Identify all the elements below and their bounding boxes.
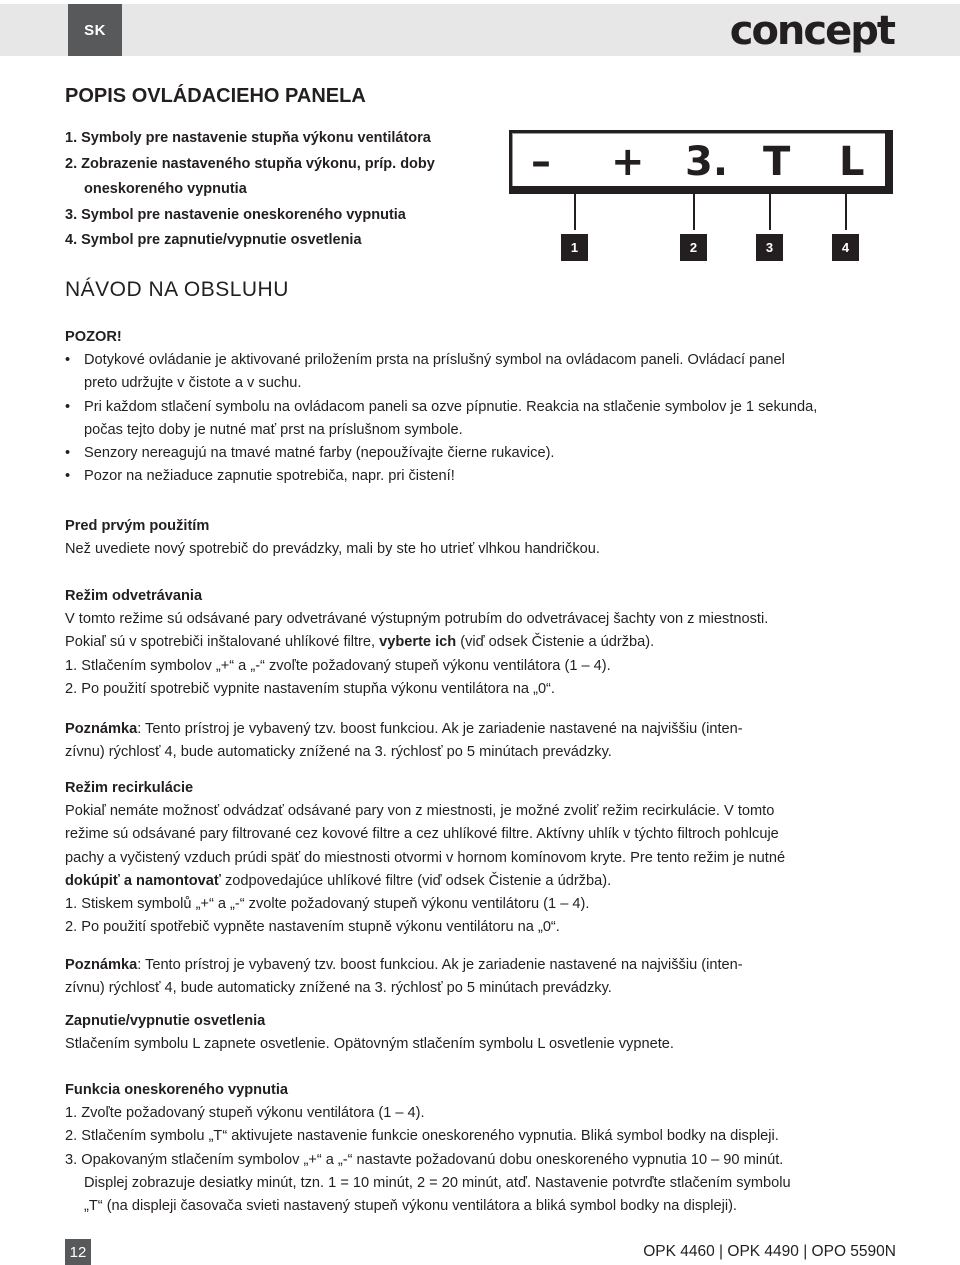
list-item: 2. Zobrazenie nastaveného stupňa výkonu, príp. doby oneskoreného vypnutia — [65, 155, 435, 197]
venting-line: Pokiaľ sú v spotrebiči inštalované uhlíkové filtre, vyberte ich (viď odsek Čistenie a údržba). — [65, 634, 655, 651]
timer-step: 3. Opakovaným stlačením symbolov „+“ a „-“ nastavte požadovanú dobu oneskoreného vypnutia 10 – 90 minút. — [65, 1151, 784, 1168]
timer-step: 2. Stlačením symbolu „T“ aktivujete nastavenie funkcie oneskoreného vypnutia. Bliká symbol bodky na displeji. — [65, 1128, 779, 1145]
first-use-title: Pred prvým použitím — [65, 518, 210, 534]
first-use-text: Než uvediete nový spotrebič do prevádzky, mali by ste ho utrieť vlhkou handričkou. — [65, 541, 600, 558]
note-text: zívnu) rýchlosť 4, bude automaticky znížené na 3. rýchlosť po 5 minútach prevádzky. — [65, 980, 612, 997]
note-label: Poznámka — [65, 721, 138, 737]
warning-list — [65, 349, 897, 488]
light-symbol: L — [839, 139, 865, 185]
note-label: Poznámka — [65, 957, 138, 973]
callout-number: 3 — [756, 234, 783, 261]
list-item: • Pozor na nežiaduce zapnutie spotrebiča, napr. pri čistení! — [65, 465, 897, 488]
callout-leader — [693, 194, 695, 230]
language-badge: SK — [68, 4, 122, 56]
callout-leader — [845, 194, 847, 230]
recirculation-step: 1. Stiskem symbolů „+“ a „-“ zvolte požadovaný stupeň výkonu ventilátoru (1 – 4). — [65, 896, 590, 913]
timer-step: „T“ (na displeji časovača svieti nastavený stupeň výkonu ventilátora a bliká symbol bodky na displeji). — [84, 1198, 737, 1215]
section-title-panel: POPIS OVLÁDACIEHO PANELA — [65, 85, 366, 107]
control-panel-diagram — [509, 130, 893, 194]
timer-block — [65, 1079, 897, 1218]
model-list: OPK 4460 | OPK 4490 | OPO 5590N — [643, 1243, 896, 1260]
light-text: Stlačením symbolu L zapnete osvetlenie. Opätovným stlačením symbolu L osvetlenie vypnete. — [65, 1036, 674, 1053]
plus-symbol: + — [611, 139, 645, 185]
recirculation-line: Pokiaľ nemáte možnosť odvádzať odsávané pary von z miestnosti, je možné zvoliť režim recirkulácie. V tomto — [65, 803, 775, 820]
list-item: • Senzory nereagujú na tmavé matné farby (nepoužívajte čierne rukavice). — [65, 442, 897, 465]
list-item: 1. Symboly pre nastavenie stupňa výkonu ventilátora — [65, 130, 431, 146]
warning-block — [65, 326, 897, 488]
timer-title: Funkcia oneskoreného vypnutia — [65, 1082, 289, 1098]
note-text: zívnu) rýchlosť 4, bude automaticky znížené na 3. rýchlosť po 5 minútach prevádzky. — [65, 744, 612, 761]
recirculation-step: 2. Po použití spotřebič vypněte nastavením stupně výkonu ventilátoru na „0“. — [65, 919, 560, 936]
timer-symbol: T — [763, 139, 791, 185]
light-title: Zapnutie/vypnutie osvetlenia — [65, 1013, 266, 1029]
recirculation-title: Režim recirkulácie — [65, 780, 194, 796]
display-digit: 3. — [685, 139, 729, 185]
warning-label: POZOR! — [65, 329, 122, 345]
timer-step: 1. Zvoľte požadovaný stupeň výkonu ventilátora (1 – 4). — [65, 1105, 425, 1122]
panel-symbol-list — [65, 126, 485, 254]
venting-title: Režim odvetrávania — [65, 588, 203, 604]
list-item: • Dotykové ovládanie je aktivované priložením prsta na príslušný symbol na ovládacom paneli. Ovládací panel preto udržujte v čistote a v suchu. — [65, 349, 897, 395]
venting-block — [65, 585, 897, 701]
page-number: 12 — [65, 1239, 91, 1265]
callout-number: 2 — [680, 234, 707, 261]
callout-leader — [574, 194, 576, 230]
light-block — [65, 1010, 897, 1056]
minus-symbol: – — [531, 139, 551, 185]
recirculation-line: pachy a vyčistený vzduch prúdi späť do miestnosti otvormi v hornom komínovom kryte. Pre tento režim je nutné — [65, 849, 786, 866]
recirculation-block — [65, 777, 897, 939]
callout-number: 4 — [832, 234, 859, 261]
list-item: 3. Symbol pre nastavenie oneskoreného vypnutia — [65, 206, 406, 223]
recirculation-line: režime sú odsávané pary filtrované cez kovové filtre a cez uhlíkové filtre. Aktívny uhlík v týchto filtroch pohlcuje — [65, 826, 779, 843]
section-title-instructions: NÁVOD NA OBSLUHU — [65, 278, 289, 301]
venting-step: 2. Po použití spotrebič vypnite nastavením stupňa výkonu ventilátora na „0“. — [65, 680, 555, 697]
timer-step: Displej zobrazuje desiatky minút, tzn. 1 = 10 minút, 2 = 20 minút, atď. Nastavenie potvrďte stlačením symbolu — [84, 1174, 791, 1191]
brand-logo: concept — [729, 8, 894, 54]
callout-number: 1 — [561, 234, 588, 261]
list-item: • Pri každom stlačení symbolu na ovládacom paneli sa ozve pípnutie. Reakcia na stlačenie symbolov je 1 sekunda, počas tejto doby je nutné mať prst na príslušnom symbole. — [65, 396, 897, 442]
venting-step: 1. Stlačením symbolov „+“ a „-“ zvoľte požadovaný stupeň výkonu ventilátora (1 – 4). — [65, 657, 611, 674]
first-use-block — [65, 515, 897, 561]
venting-line: V tomto režime sú odsávané pary odvetrávané výstupným potrubím do odvetrávacej šachty von z miestnosti. — [65, 611, 769, 628]
list-item: 4. Symbol pre zapnutie/vypnutie osvetlenia — [65, 232, 362, 248]
recirculation-line: dokúpiť a namontovať zodpovedajúce uhlíkové filtre (viď odsek Čistenie a údržba). — [65, 872, 612, 889]
callout-leader — [769, 194, 771, 230]
note-block: Poznámka: Tento prístroj je vybavený tzv. boost funkciou. Ak je zariadenie nastavené na najviššiu (inten- zívnu) rýchlosť 4, bude automaticky znížené na 3. rýchlosť po 5 minútach prevádzky. — [65, 954, 897, 1000]
note-block: Poznámka: Tento prístroj je vybavený tzv. boost funkciou. Ak je zariadenie nastavené na najviššiu (inten- zívnu) rýchlosť 4, bude automaticky znížené na 3. rýchlosť po 5 minútach prevádzky. — [65, 718, 897, 764]
